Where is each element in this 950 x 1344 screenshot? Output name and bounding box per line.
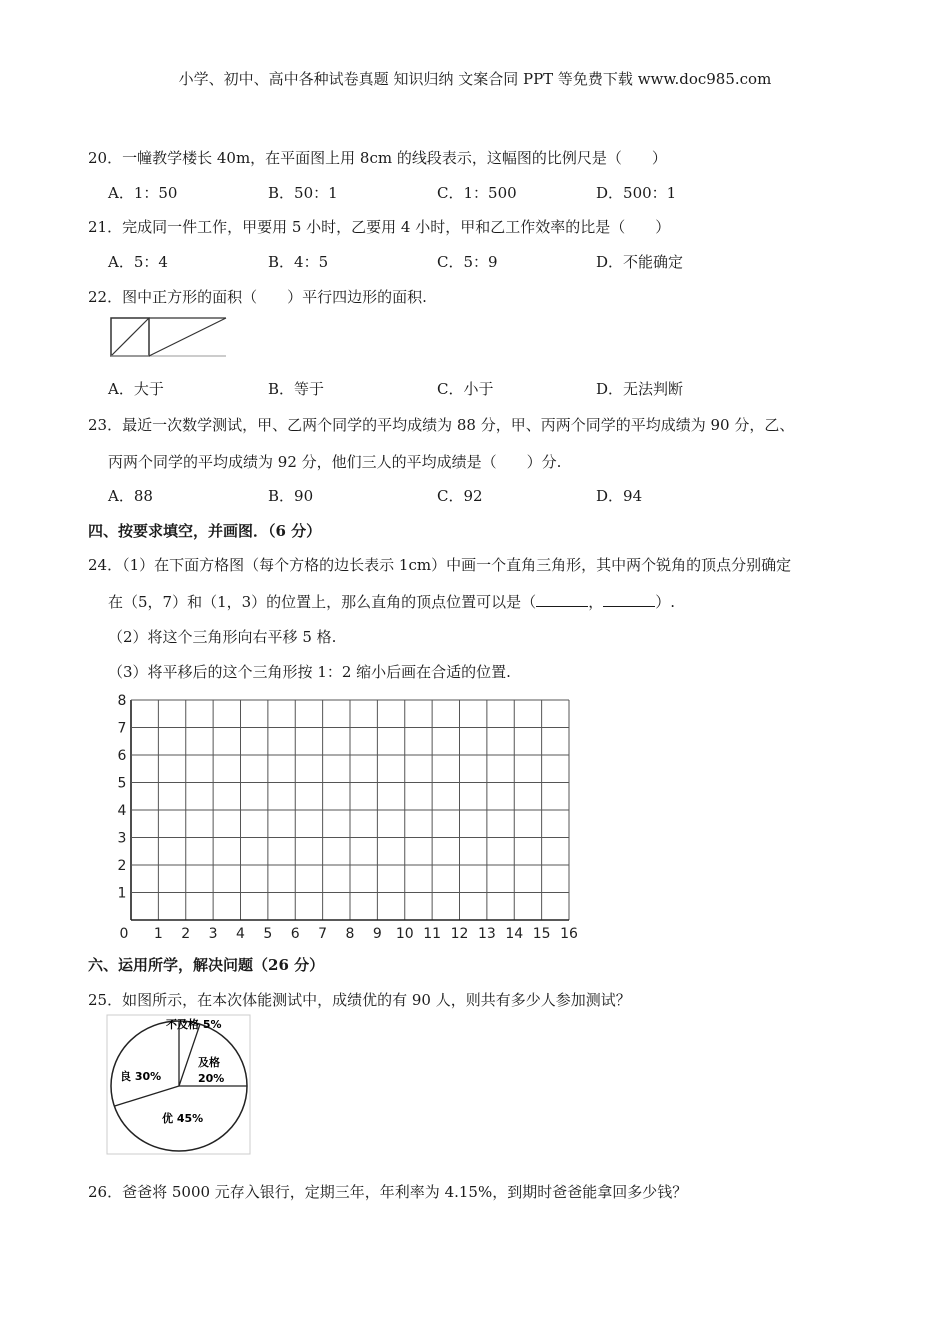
slice-label-good: 良 30% [120,1070,162,1083]
grid-y-label: 8 [117,693,127,709]
q23-option-c: C．92 [437,487,483,505]
grid-x-label: 16 [560,926,578,942]
q22-option-c: C．小于 [437,380,494,398]
q24-line2-pre: 在（5，7）和（1，3）的位置上，那么直角的顶点位置可以是（ [108,593,537,611]
question-24-line1: 24．（1）在下面方格图（每个方格的边长表示 1cm）中画一个直角三角形，其中两个锐角的顶点分别确定 [88,556,792,574]
grid-x-label: 12 [450,926,469,942]
q20-option-b: B．50：1 [268,184,338,202]
q21-option-a: A．5：4 [108,253,168,271]
grid-x-label: 15 [532,926,551,942]
question-22: 22．图中正方形的面积（ ）平行四边形的面积. [88,288,427,306]
q20-option-d: D．500：1 [596,184,677,202]
parallelogram-slant-edge [149,318,226,356]
grid-x-label: 2 [181,926,191,942]
grid-y-label: 6 [117,748,127,764]
q23-option-b: B．90 [268,487,314,505]
slice-label-pass-value: 20% [198,1072,225,1085]
grid-x-label: 3 [208,926,218,942]
q21-option-b: B．4：5 [268,253,329,271]
question-20: 20．一幢教学楼长 40m，在平面图上用 8cm 的线段表示，这幅图的比例尺是（ ） [88,149,667,167]
grid-x-label: 13 [477,926,496,942]
q22-option-d: D．无法判断 [596,380,684,398]
slice-label-fail: 不及格 5% [166,1018,222,1031]
section-4-title: 四、按要求填空，并画图．（6 分） [88,522,322,540]
grid-x-label: 1 [153,926,163,942]
section-6-title: 六、运用所学，解决问题（26 分） [88,956,325,974]
grid-x-label: 5 [263,926,273,942]
pie-chart [106,1014,252,1156]
grid-y-label: 5 [117,775,127,792]
q24-line2-mid: ， [588,593,604,611]
question-23-line1: 23．最近一次数学测试，甲、乙两个同学的平均成绩为 88 分，甲、丙两个同学的平均成绩为 90 分，乙、 [88,416,795,434]
question-24-part2: （2）将这个三角形向右平移 5 格. [108,628,337,646]
grid-x-label: 0 [119,926,129,942]
q23-option-d: D．94 [596,487,643,505]
grid-x-label: 10 [395,926,414,942]
grid-x-label: 8 [345,926,355,942]
grid-y-label: 1 [117,885,127,902]
q21-option-c: C．5：9 [437,253,498,271]
grid-y-label: 7 [117,720,127,737]
grid-x-label: 9 [372,926,382,942]
grid-x-label: 6 [290,926,300,942]
grid-y-label: 3 [117,830,127,847]
q23-option-a: A．88 [108,487,153,505]
q22-option-b: B．等于 [268,380,325,398]
slice-label-excellent: 优 45% [162,1112,204,1125]
q24-line2-post: ）. [655,593,675,611]
slice-label-pass-name: 及格 [198,1056,220,1069]
grid-y-label: 4 [117,803,127,819]
grid-y-label: 2 [117,858,127,874]
answer-blank-2[interactable] [603,593,655,607]
grid-y-labels [118,693,127,902]
q22-option-a: A．大于 [108,380,164,398]
question-24-line2 [108,591,675,612]
page-header: 小学、初中、高中各种试卷真题 知识归纳 文案合同 PPT 等免费下载 www.doc985.com [178,70,772,88]
grid-lines [131,700,569,920]
q20-option-a: A．1：50 [108,184,178,202]
q21-option-d: D．不能确定 [596,253,684,271]
square-diagonal [111,318,149,356]
question-24-part3: （3）将平移后的这个三角形按 1：2 缩小后画在合适的位置. [108,663,511,681]
q20-option-c: C．1：500 [437,184,517,202]
square-parallelogram-figure [108,315,230,359]
question-26: 26．爸爸将 5000 元存入银行，定期三年，年利率为 4.15%，到期时爸爸能拿回多少钱？ [88,1183,688,1201]
answer-blank-1[interactable] [536,593,588,607]
grid-x-label: 14 [505,926,524,942]
question-21: 21．完成同一件工作，甲要用 5 小时，乙要用 4 小时，甲和乙工作效率的比是（ ） [88,218,671,236]
grid-x-label: 11 [423,926,442,942]
question-25: 25．如图所示，在本次体能测试中，成绩优的有 90 人，则共有多少人参加测试？ [88,991,631,1009]
question-23-line2: 丙两个同学的平均成绩为 92 分，他们三人的平均成绩是（ ）分. [108,453,562,471]
grid-x-label: 4 [236,926,245,942]
grid-x-label: 7 [318,926,328,942]
coordinate-grid [108,688,588,943]
grid-x-labels [120,926,578,942]
